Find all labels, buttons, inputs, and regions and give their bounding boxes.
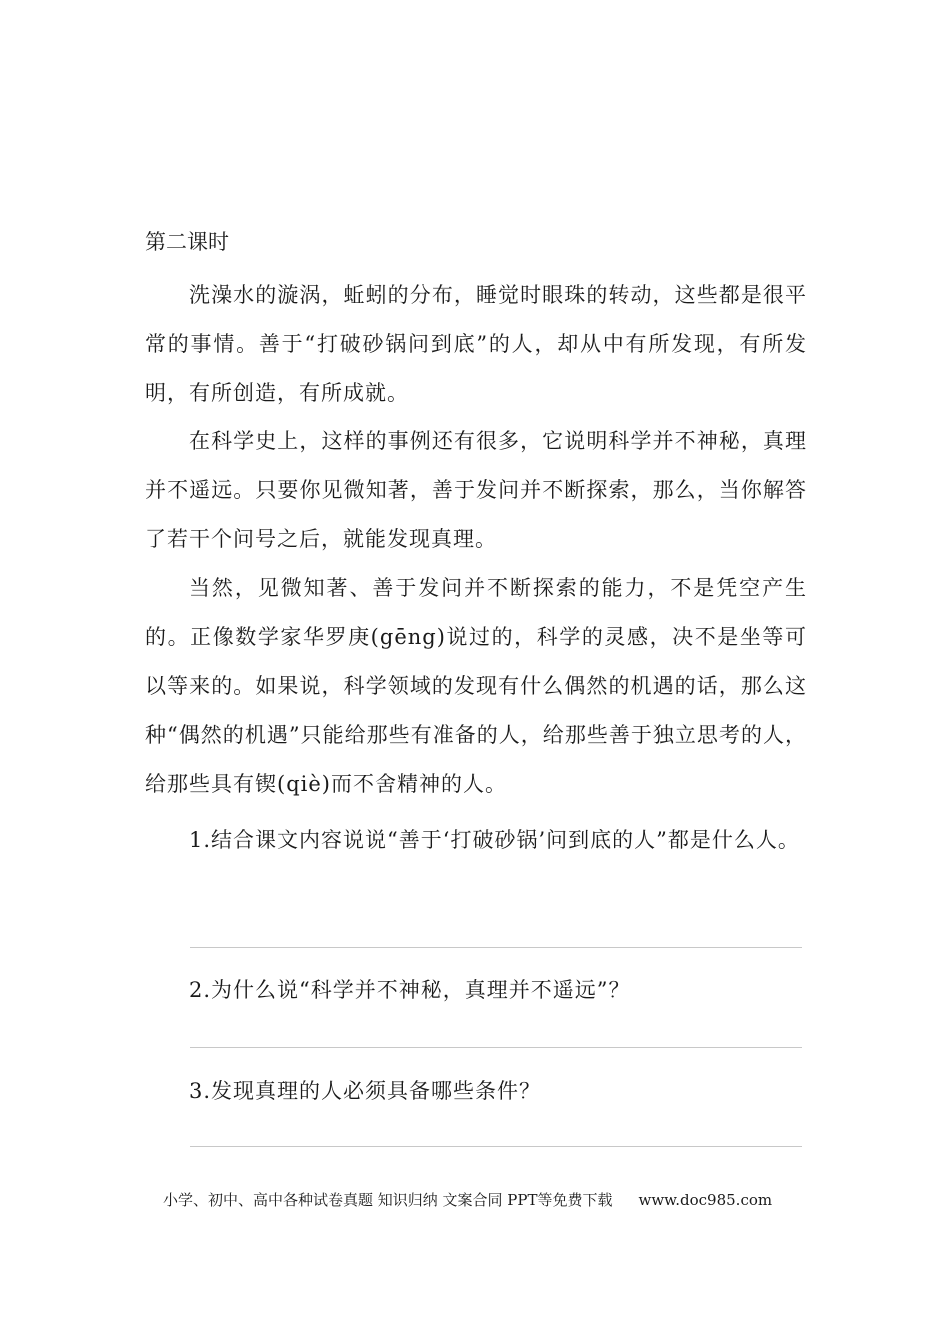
answer-line-2 xyxy=(190,1047,802,1048)
answer-line-3 xyxy=(190,1146,802,1147)
question-3: 3.发现真理的人必须具备哪些条件？ xyxy=(189,1079,542,1103)
footer xyxy=(163,1189,772,1211)
paragraph-2: 在科学史上，这样的事例还有很多，它说明科学并不神秘，真理并不遥远。只要你见微知著，善于发问并不断探索，那么，当你解答了若干个问号之后，就能发现真理。 xyxy=(145,429,807,551)
paragraph-1: 洗澡水的漩涡，蚯蚓的分布，睡觉时眼珠的转动，这些都是很平常的事情。善于“打破砂锅问到底”的人，却从中有所发现，有所发明，有所创造，有所成就。 xyxy=(145,283,807,405)
question-2: 2.为什么说“科学并不神秘，真理并不遥远”？ xyxy=(189,978,631,1002)
lesson-heading: 第二课时 xyxy=(145,230,229,254)
paragraph-3: 当然，见微知著、善于发问并不断探索的能力，不是凭空产生的。正像数学家华罗庚(gēng)说过的，科学的灵感，决不是坐等可以等来的。如果说，科学领域的发现有什么偶然的机遇的话，那么这种“偶然的机遇”只能给那些有准备的人，给那些善于独立思考的人，给那些具有锲(qiè)而不舍精神的人。 xyxy=(145,576,807,796)
answer-line-1 xyxy=(190,947,802,948)
question-1: 1.结合课文内容说说“善于‘打破砂锅’问到底的人”都是什么人。 xyxy=(189,828,800,852)
footer-url[interactable]: www.doc985.com xyxy=(638,1191,773,1209)
footer-text: 小学、初中、高中各种试卷真题 知识归纳 文案合同 PPT等免费下载 xyxy=(163,1191,613,1209)
